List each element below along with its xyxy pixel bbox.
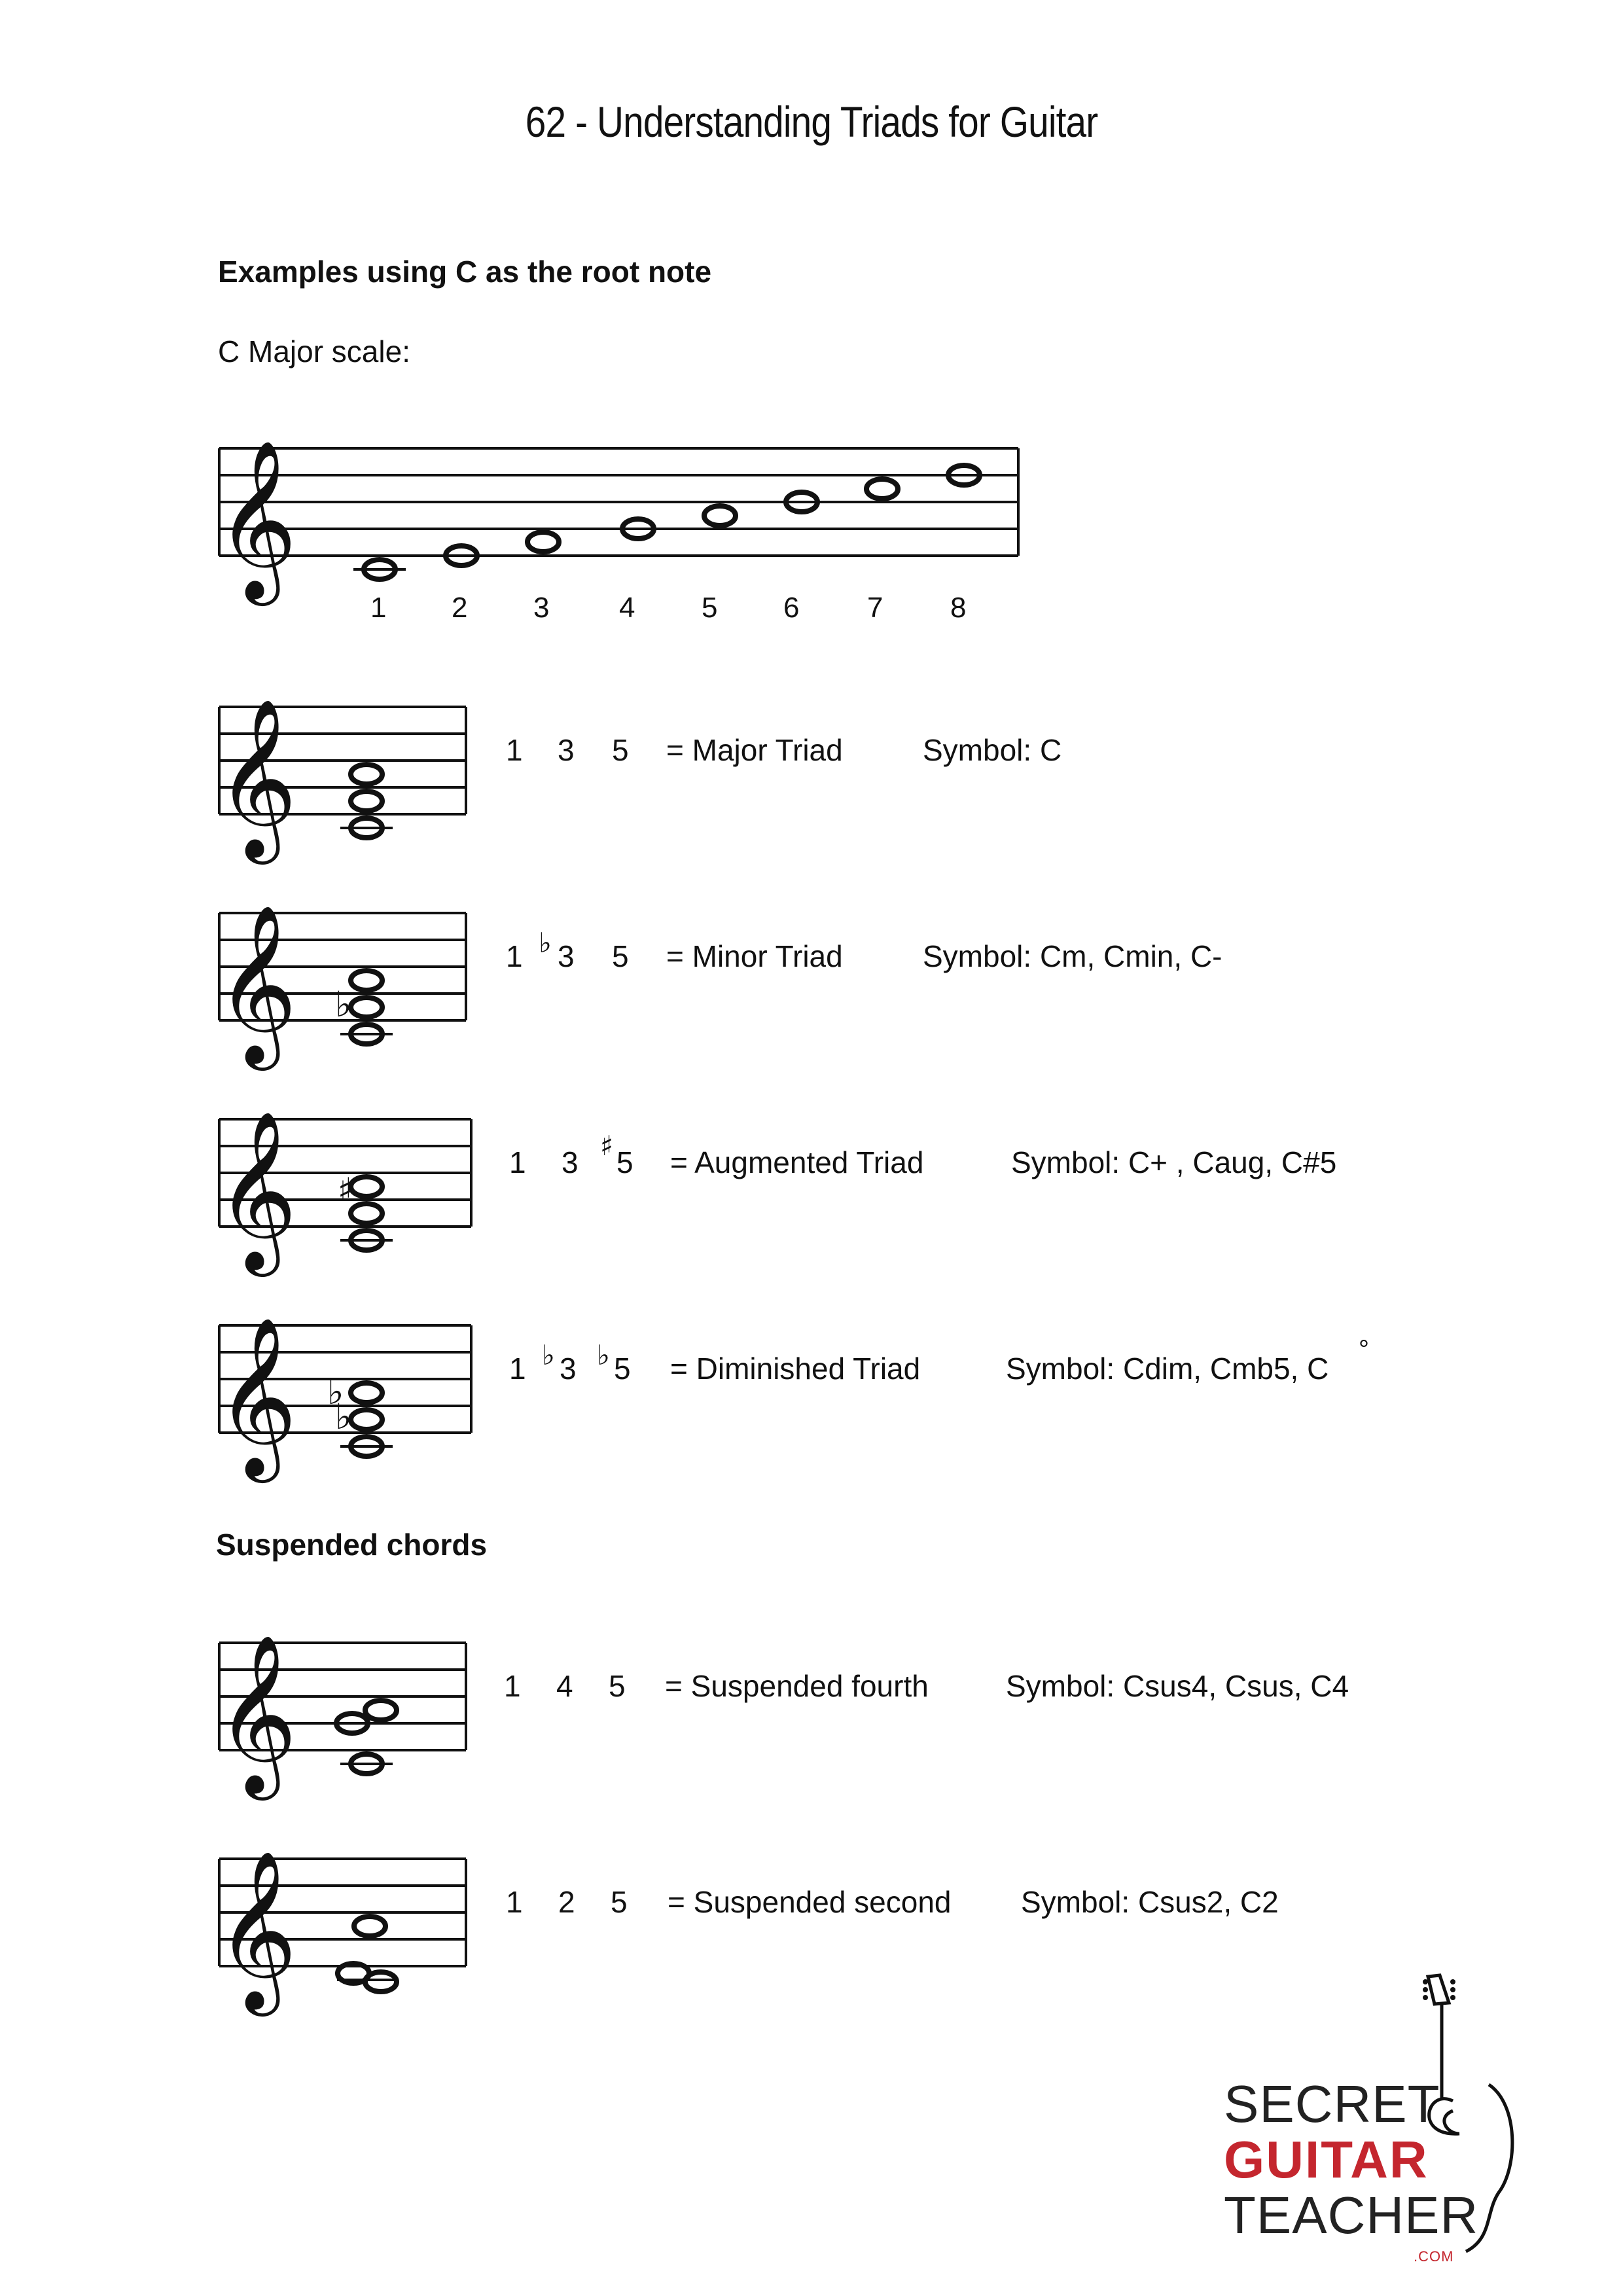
degree-1: 1 bbox=[506, 733, 523, 767]
treble-clef-icon: 𝄞 bbox=[216, 439, 298, 599]
treble-clef-icon: 𝄞 bbox=[216, 697, 298, 857]
scale-degree-5: 5 bbox=[702, 592, 718, 624]
triad-description: = Diminished Triad bbox=[670, 1352, 921, 1386]
section-heading-root-note: Examples using C as the root note bbox=[218, 255, 712, 289]
degree-1: 1 bbox=[506, 939, 523, 973]
degree-4: 4 bbox=[556, 1669, 573, 1703]
degree-1: 1 bbox=[509, 1145, 526, 1179]
scale-note-3 bbox=[527, 532, 559, 552]
degree-3: 3 bbox=[560, 1352, 577, 1386]
scale-label: C Major scale: bbox=[218, 334, 410, 368]
accidental-5: ♯ bbox=[600, 1130, 614, 1162]
accidental-3: ♭ bbox=[539, 927, 552, 959]
scale-degree-4: 4 bbox=[619, 592, 635, 624]
triad-symbol: Symbol: C bbox=[923, 733, 1062, 767]
logo-text-secret: SECRET bbox=[1224, 2075, 1440, 2133]
scale-note-5 bbox=[704, 506, 736, 526]
degree-5: 5 bbox=[609, 1669, 626, 1703]
treble-clef-icon: 𝄞 bbox=[216, 1316, 298, 1476]
scale-note-7 bbox=[866, 479, 898, 499]
flat-icon: ♭ bbox=[335, 984, 352, 1025]
triad-description: = Minor Triad bbox=[666, 939, 843, 973]
degree-5: 5 bbox=[612, 733, 629, 767]
triad-row-augmented bbox=[0, 1060, 1623, 1270]
logo-text-guitar: GUITAR bbox=[1224, 2130, 1429, 2189]
staff-lines bbox=[219, 448, 1018, 556]
degree-5: 5 bbox=[616, 1145, 633, 1179]
accidental-5: ♭ bbox=[597, 1339, 610, 1371]
page-title: 62 - Understanding Triads for Guitar bbox=[525, 98, 1098, 146]
triad-symbol: Symbol: Cm, Cmin, C- bbox=[923, 939, 1222, 973]
triad-symbol: Symbol: C+ , Caug, C#5 bbox=[1011, 1145, 1337, 1179]
sharp-icon: ♯ bbox=[338, 1171, 354, 1209]
scale-staff bbox=[0, 393, 1623, 628]
triad-row-major bbox=[0, 648, 1623, 857]
flat-icon: ♭ bbox=[335, 1396, 352, 1437]
chord-notes bbox=[340, 971, 393, 1044]
accidental-3: ♭ bbox=[542, 1339, 555, 1371]
triad-description: = Augmented Triad bbox=[670, 1145, 924, 1179]
scale-notes bbox=[353, 465, 980, 579]
chord-notes bbox=[337, 1916, 397, 1992]
triad-description: = Major Triad bbox=[666, 733, 843, 767]
degree-3: 3 bbox=[558, 733, 575, 767]
diminished-degree-symbol: ° bbox=[1359, 1335, 1369, 1364]
degree-2: 2 bbox=[558, 1885, 575, 1919]
flat-icon: ♭ bbox=[327, 1371, 344, 1412]
treble-clef-icon: 𝄞 bbox=[216, 903, 298, 1064]
scale-degree-7: 7 bbox=[867, 592, 883, 624]
chord-notes bbox=[336, 1700, 397, 1774]
suspended-symbol: Symbol: Csus2, C2 bbox=[1021, 1885, 1279, 1919]
triad-row-minor bbox=[0, 854, 1623, 1064]
suspended-row-second bbox=[0, 1800, 1623, 2009]
degree-5: 5 bbox=[612, 939, 629, 973]
chord-notes bbox=[340, 1383, 393, 1456]
scale-degree-6: 6 bbox=[783, 592, 800, 624]
degree-1: 1 bbox=[506, 1885, 523, 1919]
treble-clef-icon: 𝄞 bbox=[216, 1109, 298, 1270]
suspended-description: = Suspended fourth bbox=[665, 1669, 929, 1703]
scale-degree-8: 8 bbox=[950, 592, 967, 624]
degree-5: 5 bbox=[614, 1352, 631, 1386]
degree-1: 1 bbox=[504, 1669, 521, 1703]
scale-degree-2: 2 bbox=[452, 592, 468, 624]
scale-degree-labels bbox=[370, 592, 966, 624]
suspended-row-fourth bbox=[0, 1584, 1623, 1793]
section-heading-suspended: Suspended chords bbox=[216, 1528, 488, 1562]
chord-notes bbox=[340, 764, 393, 838]
degree-3: 3 bbox=[558, 939, 575, 973]
degree-5: 5 bbox=[611, 1885, 628, 1919]
logo-text-com: .COM bbox=[1414, 2248, 1454, 2265]
secret-guitar-teacher-logo bbox=[1224, 1970, 1564, 2265]
degree-3: 3 bbox=[562, 1145, 579, 1179]
treble-clef-icon: 𝄞 bbox=[216, 1849, 298, 2009]
treble-clef-icon: 𝄞 bbox=[216, 1633, 298, 1793]
logo-text-teacher: TEACHER bbox=[1224, 2186, 1479, 2244]
scale-degree-1: 1 bbox=[370, 592, 387, 624]
triad-row-diminished bbox=[0, 1266, 1623, 1476]
suspended-description: = Suspended second bbox=[668, 1885, 952, 1919]
triad-symbol: Symbol: Cdim, Cmb5, C bbox=[1006, 1352, 1329, 1386]
scale-degree-3: 3 bbox=[533, 592, 550, 624]
degree-1: 1 bbox=[509, 1352, 526, 1386]
suspended-symbol: Symbol: Csus4, Csus, C4 bbox=[1006, 1669, 1349, 1703]
